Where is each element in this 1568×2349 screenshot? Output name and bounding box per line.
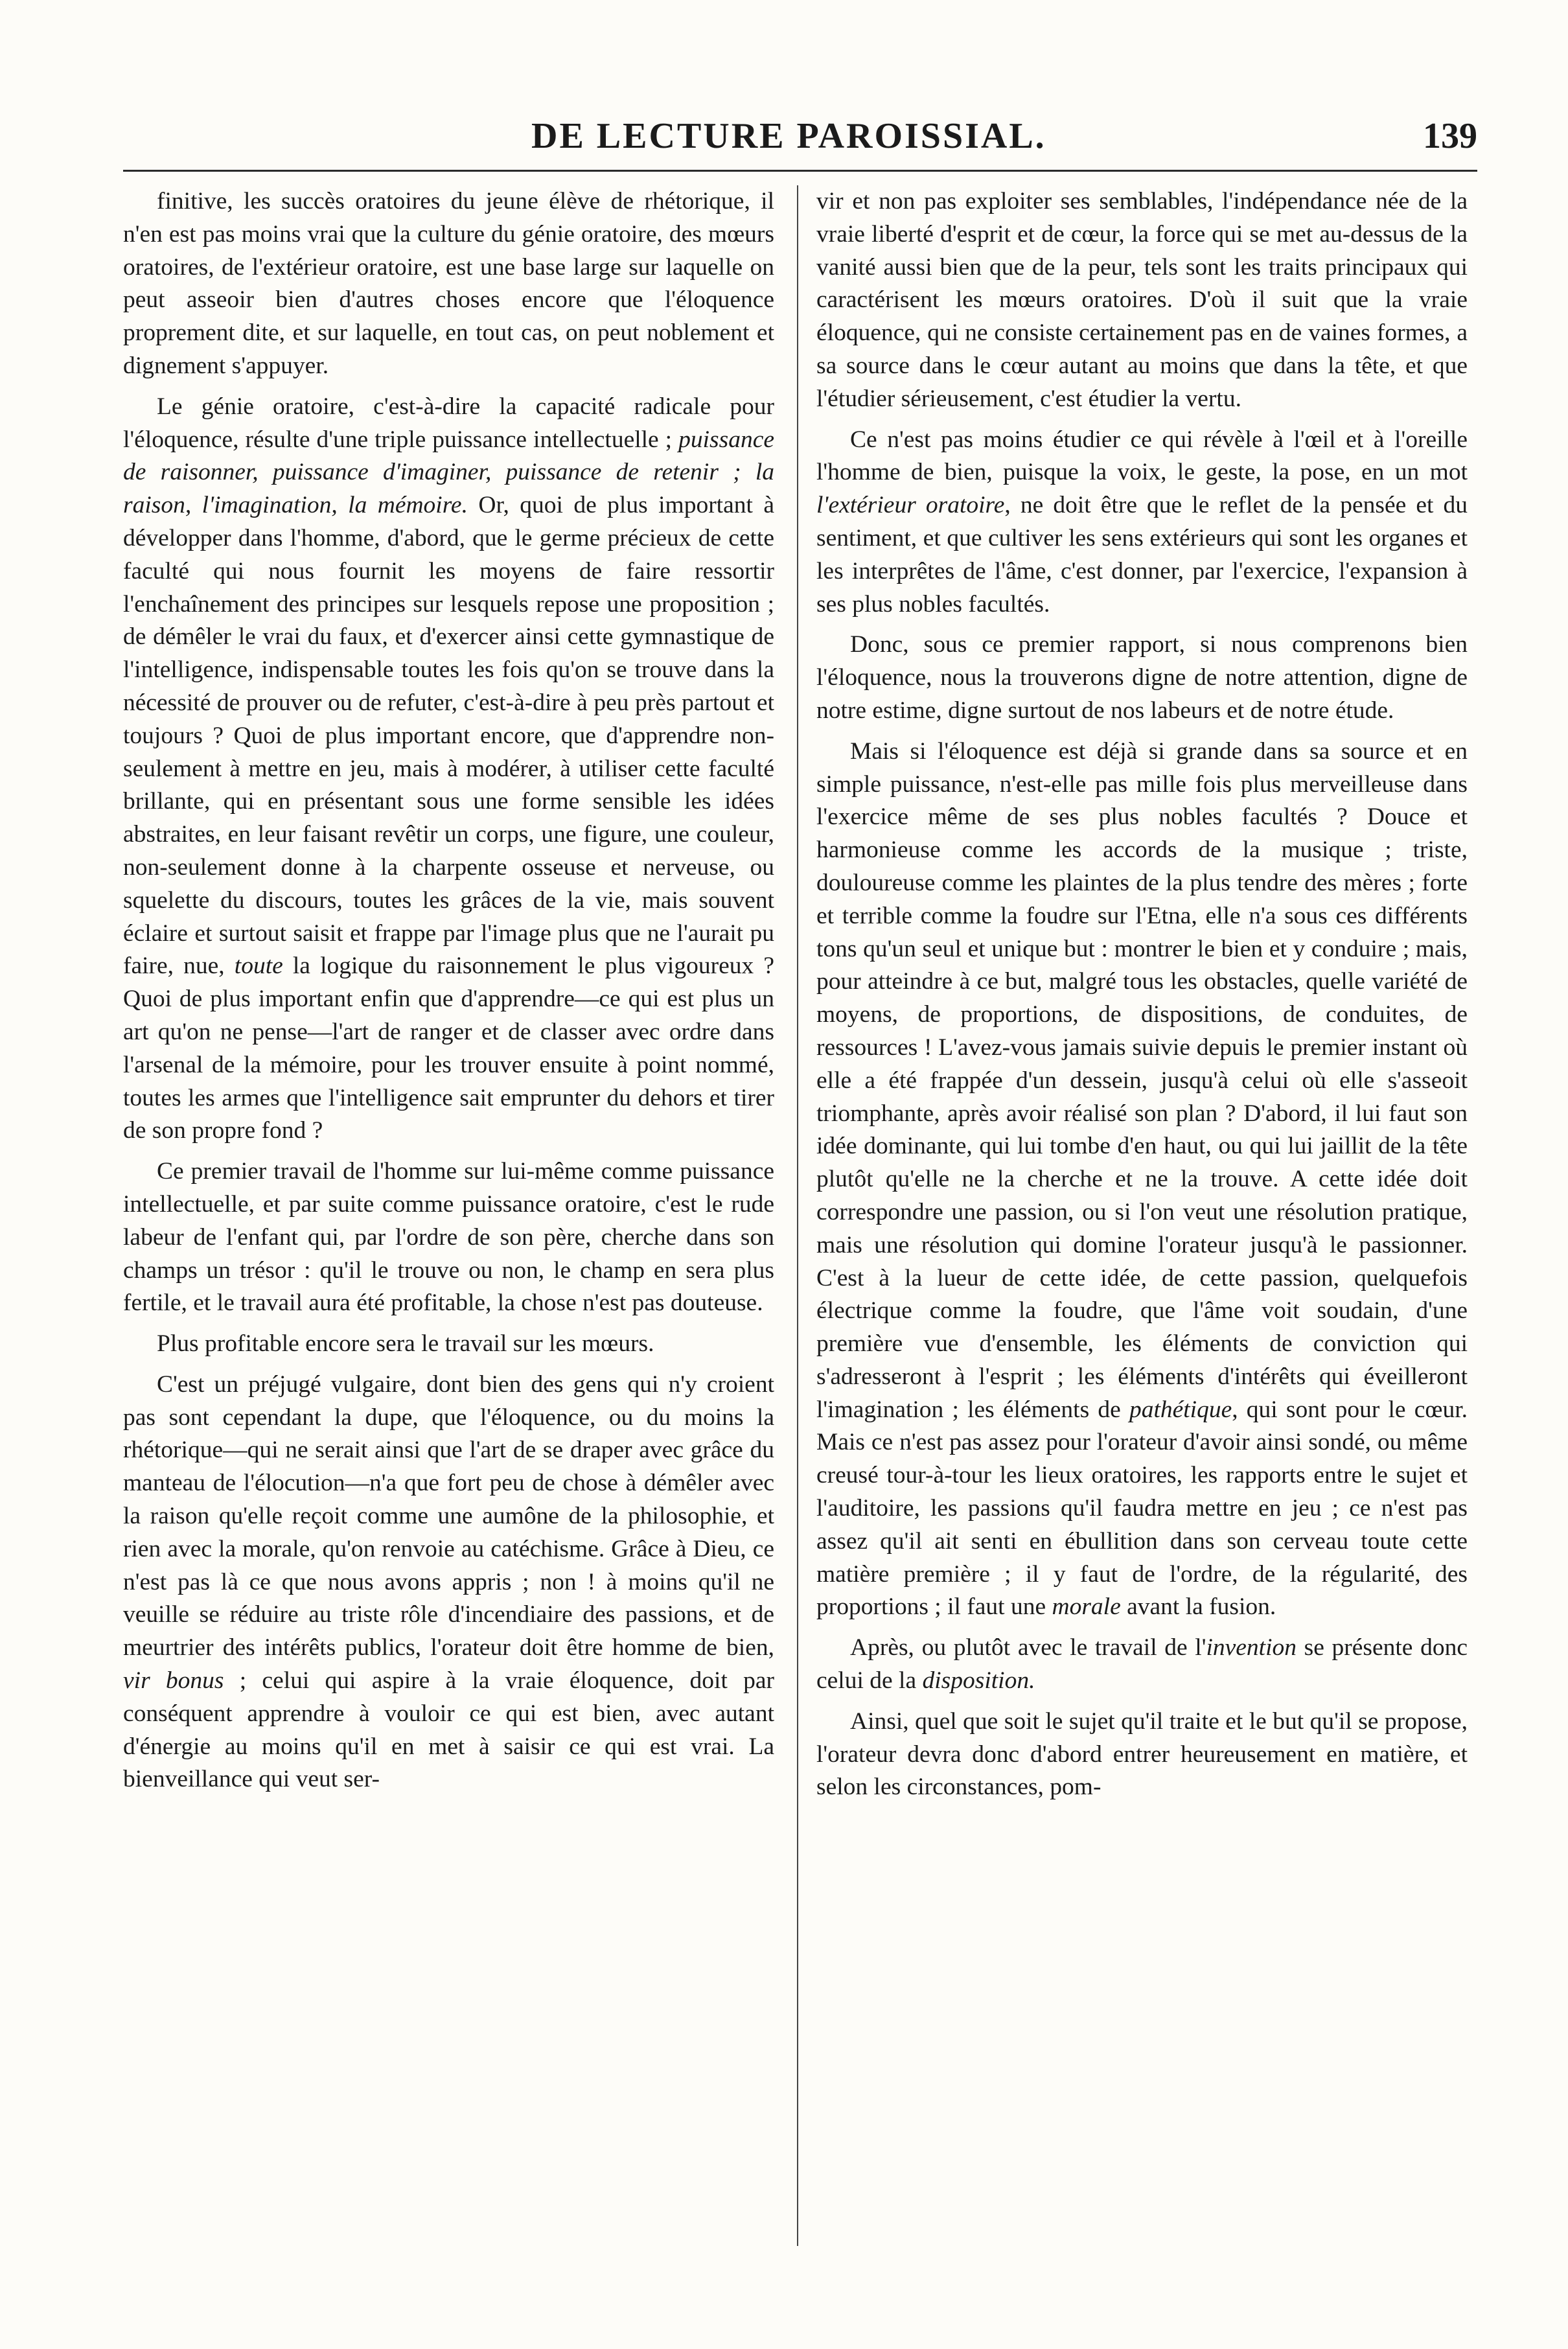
text-run: la logique du raisonnement le plus vigoureux ? Quoi de plus important enfin que d'apprendre—ce qui est plus un art qu'on ne pense—l'art de ranger et de classer avec ordre dans l'arsenal de la mémoire, pour les trouver ensuite à point nommé, toutes les armes que l'intelligence sait emprunter du dehors et tirer de son propre fond ? (123, 953, 774, 1144)
page-number: 139 (1423, 116, 1477, 156)
paragraph (816, 1632, 1468, 1698)
paragraph: Plus profitable encore sera le travail sur les mœurs. (157, 1330, 654, 1358)
italic-text: vir bonus (123, 1667, 224, 1695)
paragraph: finitive, les succès oratoires du jeune élève de rhétorique, il n'en est pas moins vrai que la culture du génie oratoire, des mœurs oratoires, de l'extérieur oratoire, est une base large sur laquelle on peut asseoir bien d'autres choses encore que l'éloquence proprement dite, et sur laquelle, en tout cas, on peut noblement et dignement s'appuyer. (123, 188, 774, 379)
italic-text: pathétique (1129, 1396, 1232, 1423)
paragraph: Donc, sous ce premier rapport, si nous comprenons bien l'éloquence, nous la trouverons digne de notre attention, digne de notre estime, digne surtout de nos labeurs et de notre étude. (816, 631, 1468, 724)
paragraph: Ce premier travail de l'homme sur lui-même comme puissance intellectuelle, et par suite comme puissance oratoire, c'est le rude labeur de l'enfant qui, par l'ordre de son père, cherche dans son champs un trésor : qu'il le trouve ou non, le champ en sera plus fertile, et le travail aura été profitable, la chose n'est pas douteuse. (123, 1158, 774, 1317)
paragraph (123, 391, 774, 1148)
column-divider (797, 185, 798, 2246)
italic-text: invention (1206, 1634, 1297, 1661)
running-title: DE LECTURE PAROISSIAL. (531, 116, 1046, 156)
header-rule (123, 170, 1477, 172)
text-run: ; celui qui aspire à la vraie éloquence, doit par conséquent apprendre à vouloir ce qui est bien, avec autant d'énergie au moins qu'il en met à saisir ce qui est vrai. La bienveillance qui veut ser- (123, 1667, 774, 1793)
page-header (531, 115, 1477, 167)
text-run: Ce n'est pas moins étudier ce qui révèle à l'œil et à l'oreille l'homme de bien, puisque la voix, le geste, la pose, en un mot (816, 426, 1468, 486)
italic-text: morale (1052, 1593, 1121, 1621)
right-column (816, 185, 1468, 2272)
italic-text: l'extérieur oratoire (816, 492, 1005, 519)
text-run: se présente donc celui de la (816, 1634, 1468, 1695)
paragraph (816, 424, 1468, 621)
text-run: C'est un préjugé vulgaire, dont bien des gens qui n'y croient pas sont cependant la dupe, que l'éloquence, ou du moins la rhétorique—qui ne serait ainsi que l'art de se draper avec grâce du manteau de l'élocution—n'a que fort peu de chose à démêler avec la raison qu'elle reçoit comme une aumône de la philosophie, et rien avec la morale, qu'on renvoie au catéchisme. Grâce à Dieu, ce n'est pas là ce que nous avons appris ; non ! à moins qu'il ne veuille se réduire au triste rôle d'incendiaire des passions, et de meurtrier des intérêts publics, l'orateur doit être homme de bien, (123, 1371, 774, 1661)
italic-text: toute (234, 953, 283, 980)
text-run: Après, ou plutôt avec le travail de l' (850, 1634, 1206, 1661)
italic-text: puissance de raisonner, puissance d'imaginer, puissance de retenir ; la raison, l'imagination, la mémoire. (123, 426, 774, 519)
text-run: Le génie oratoire, c'est-à-dire la capacité radicale pour l'éloquence, résulte d'une triple puissance intellectuelle ; (123, 393, 774, 453)
text-run: , ne doit être que le reflet de la pensée et du sentiment, et que cultiver les sens extérieurs qui sont les organes et les interprêtes de l'âme, c'est donner, par l'exercice, l'expansion à ses plus nobles facultés. (816, 492, 1468, 618)
italic-text: disposition. (922, 1667, 1035, 1695)
left-column (123, 185, 774, 2272)
paragraph (123, 1369, 774, 1796)
paragraph (816, 735, 1468, 1625)
paragraph: vir et non pas exploiter ses semblables, l'indépendance née de la vraie liberté d'esprit et de cœur, la force qui se met au-dessus de la vanité aussi bien que de la peur, tels sont les traits principaux qui caractérisent les mœurs oratoires. D'où il suit que la vraie éloquence, qui ne consiste certainement pas en de vaines formes, a sa source dans le cœur autant au moins que dans la tête, et que l'étudier sérieusement, c'est étudier la vertu. (816, 188, 1468, 412)
text-run: avant la fusion. (1120, 1593, 1276, 1621)
paragraph: Ainsi, quel que soit le sujet qu'il traite et le but qu'il se propose, l'orateur devra donc d'abord entrer heureusement en matière, et selon les circonstances, pom- (816, 1707, 1468, 1801)
text-run: , qui sont pour le cœur. Mais ce n'est pas assez pour l'orateur d'avoir ainsi sondé, ou même creusé tour-à-tour les lieux oratoires, les rapports entre le sujet et l'auditoire, les passions qu'il faudra mettre en jeu ; ce n'est pas assez qu'il ait senti en ébullition dans son cerveau toute cette matière première ; il y faut de l'ordre, de la régularité, des proportions ; il faut une (816, 1396, 1468, 1621)
text-run: Mais si l'éloquence est déjà si grande dans sa source et en simple puissance, n'est-elle pas mille fois plus merveilleuse dans l'exercice même de ses plus nobles facultés ? Douce et harmonieuse comme les accords de la musique ; triste, douloureuse comme les plaintes de la plus tendre des mères ; forte et terrible comme la foudre sur l'Etna, elle n'a sous ces différents tons qu'un seul et unique but : montrer le bien et y conduire ; mais, pour atteindre à ce but, malgré tous les obstacles, quelle variété de moyens, de proportions, de dispositions, de conduites, de ressources ! L'avez-vous jamais suivie depuis le premier instant où elle a été frappée d'un dessein, jusqu'à celui où elle s'asseoit triomphante, après avoir réalisé son plan ? D'abord, il lui faut son idée dominante, qui lui tombe d'en haut, ou qui lui jaillit de la tête plutôt qu'elle ne la cherche et ne la trouve. A cette idée doit correspondre une passion, ou si l'on veut une résolution pratique, mais une résolution qui domine l'orateur jusqu'à le passionner. C'est à la lueur de cette idée, de cette passion, quelquefois électrique comme la foudre, que l'âme voit soudain, d'une première vue d'ensemble, les éléments de conviction qui s'adresseront à l'esprit ; les éléments d'intérêts qui éveilleront l'imagination ; les éléments de (816, 737, 1468, 1423)
text-run: Or, quoi de plus important à développer dans l'homme, d'abord, que le germe précieux de cette faculté qui nous fournit les moyens de faire ressortir l'enchaînement des principes sur lesquels repose une proposition ; de démêler le vrai du faux, et d'exercer ainsi cette gymnastique de l'intelligence, indispensable toutes les fois qu'on se trouve dans la nécessité de prouver ou de refuter, c'est-à-dire à peu près partout et toujours ? Quoi de plus important encore, que d'apprendre non-seulement à mettre en jeu, mais à modérer, à utiliser cette faculté brillante, qui en présentant sous une forme sensible les idées abstraites, en leur faisant revêtir un corps, une figure, une couleur, non-seulement donne à la charpente osseuse et nerveuse, ou squelette du discours, toutes les grâces de la vie, mais souvent éclaire et surtout saisit et frappe par l'image plus que ne l'aurait pu faire, nue, (123, 492, 774, 980)
